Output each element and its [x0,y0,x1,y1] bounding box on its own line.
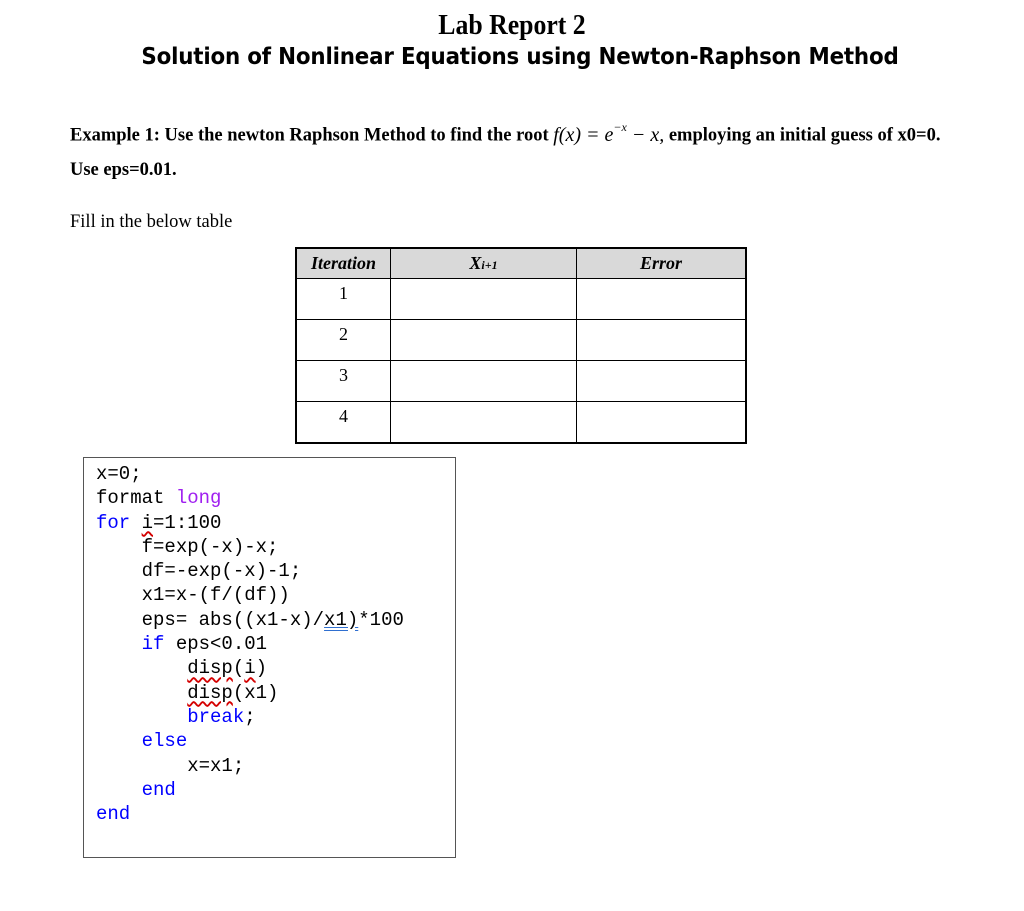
code-line: disp(x1) [187,681,279,704]
code-line: eps= abs((x1-x)/x1)*100 [96,608,404,631]
code-line: x1=x-(f/(df)) [96,584,290,607]
code-line: format long [96,487,222,510]
page-subtitle: Solution of Nonlinear Equations using Newton-Raphson Method [141,44,899,70]
example-statement [70,112,970,187]
code-line: disp(i) [187,657,268,680]
code-line: end [96,803,131,826]
equation: $f(x) = e^{-x} - x$, [553,120,665,146]
code-line: end [141,778,176,801]
example-prefix: Example 1: Use the newton Raphson Method to find the root [70,125,549,146]
code-line: for i=1:100 [96,511,222,534]
header-x: Xi+1 [391,248,577,279]
cell-iteration: 2 [296,320,391,361]
cell-error[interactable] [577,320,747,361]
code-line: else [141,730,188,753]
cell-iteration: 4 [296,402,391,444]
instruction-text: Fill in the below table [70,212,233,232]
cell-x[interactable] [391,279,577,320]
code-line: f=exp(-x)-x; [96,535,279,558]
cell-iteration: 3 [296,361,391,402]
table-header-row [296,248,746,279]
code-line: x=x1; [96,754,245,777]
header-error: Error [577,248,747,279]
code-line: x=0; [96,463,142,485]
results-table [295,247,747,444]
code-line: df=-exp(-x)-1; [96,560,302,583]
matlab-code [96,462,404,826]
table-row [296,320,746,361]
example-suffix: employing an initial guess of x0=0. Use eps=0.01. [70,125,941,180]
code-line: break; [187,705,256,728]
header-iteration: Iteration [296,248,391,279]
cell-x[interactable] [391,320,577,361]
code-box[interactable] [83,457,456,858]
cell-x[interactable] [391,402,577,444]
cell-x[interactable] [391,361,577,402]
cell-iteration: 1 [296,279,391,320]
page-title: Lab Report 2 [438,10,586,41]
table-row [296,361,746,402]
cell-error[interactable] [577,279,747,320]
cell-error[interactable] [577,361,747,402]
cell-error[interactable] [577,402,747,444]
table-row [296,279,746,320]
code-line: if eps<0.01 [141,633,268,656]
table-row [296,402,746,444]
